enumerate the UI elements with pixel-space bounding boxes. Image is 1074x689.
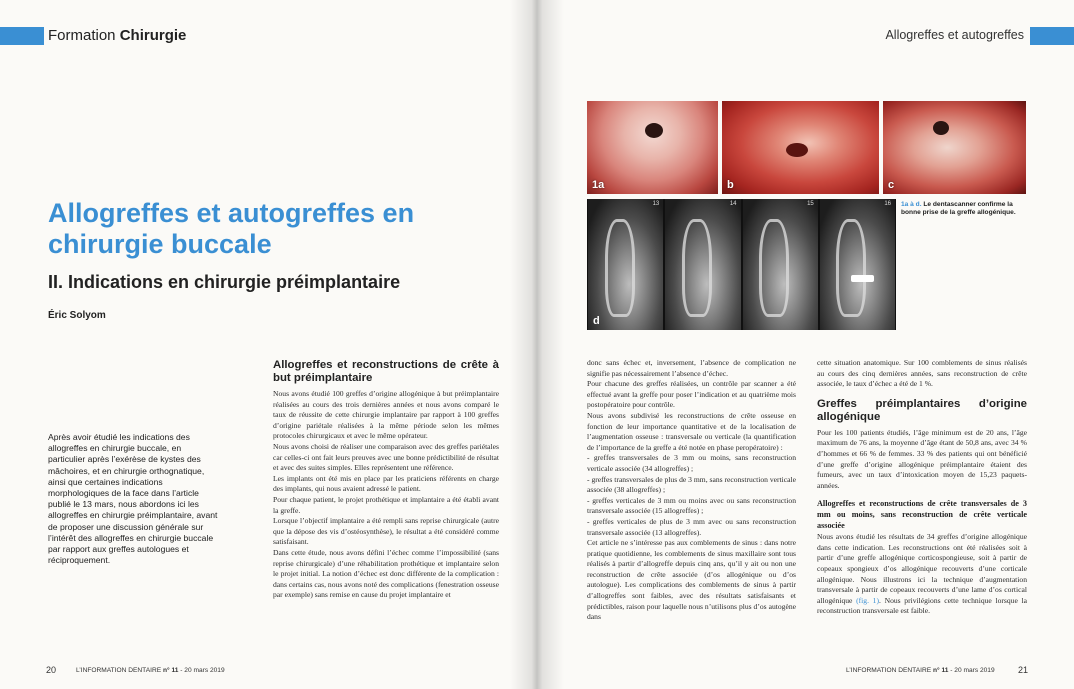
- column-heading: Allogreffes et reconstructions de crête à but préimplantaire: [273, 359, 499, 384]
- article-title: Allogreffes et autogreffes en chirurgie buccale: [48, 198, 415, 259]
- spacer: [817, 491, 1027, 499]
- list-item: - greffes verticales de 3 mm ou moins avec ou sans reconstruction transversale associée (15 allogreffes) ;: [587, 495, 796, 516]
- ct-scan-strip: [587, 199, 896, 330]
- page-number-right: 21: [1017, 665, 1028, 675]
- figure-caption: 1a à d. Le dentascanner confirme la bonne prise de la greffe allogénique.: [901, 201, 1016, 217]
- paragraph: Dans cette étude, nous avons défini l’échec comme l’impossibilité (sans reprise chirurgicale) d’une réhabilitation prothétique et implantaire selon le projet initial. La notion d’échec est donc différente de la complication : dans certains cas, nous avons noté des complications (fenestration osseuse par exemple) sans remise en cause du projet implantaire et: [273, 547, 499, 600]
- header-accent-bar-right: [1030, 27, 1074, 45]
- ct-slice: 16: [820, 199, 895, 330]
- spacer: [817, 390, 1027, 398]
- screw-hole: [645, 123, 663, 138]
- implant-marker: [851, 275, 874, 282]
- bone-outline: [836, 219, 866, 317]
- ct-slice: 15: [743, 199, 818, 330]
- clinical-photo-b: [722, 101, 879, 194]
- column-2: [587, 358, 796, 623]
- column-heading: Greffes préimplantaires d’origine allogénique: [817, 397, 1027, 423]
- ct-slice: 14: [665, 199, 740, 330]
- photo-label: d: [593, 315, 600, 327]
- footer-right: L’INFORMATION DENTAIRE n° 11 - 20 mars 2019: [846, 667, 995, 674]
- list-item: - greffes transversales de plus de 3 mm, sans reconstruction verticale associée (38 allogreffes) ;: [587, 474, 796, 495]
- paragraph: Les implants ont été mis en place par les praticiens référents en charge des implants, qui nous avaient adressé le patient.: [273, 473, 499, 494]
- author: Éric Solyom: [48, 310, 106, 321]
- subheading: Allogreffes et reconstructions de crête transversales de 3 mm ou moins, sans reconstruction de crête verticale associée: [817, 499, 1027, 530]
- paragraph: Pour les 100 patients étudiés, l’âge minimum est de 20 ans, l’âge maximum de 76 ans, la moyenne d’âge étant de 50,8 ans, avec 34 % d’hommes et 66 % de femmes. 33 % des patients qui ont bénéficié d’une greffe d’origine allogénique préimplantaire étaient des fumeurs, avec un taux d’intoxication moyen de 15,23 paquets-années.: [817, 427, 1027, 490]
- list-item: - greffes verticales de plus de 3 mm avec ou sans reconstruction transversale associée (13 allogreffes).: [587, 516, 796, 537]
- paragraph: Nous avons étudié les résultats de 34 greffes d’origine allogénique dans cette indication. Les reconstructions ont été réalisées soit à partir d’une greffe allogénique corticospongieuse, soit à partir de copeaux spongieux d’os allogénique recouverts d’une corticale allogénique. Nous illustrons ici la technique d’augmentation transversale à partir de copeaux recouverts d’une lame d’os cortical allogénique (fig. 1). Nous privilégions cette technique lorsque la reconstruction transversale est faible.: [817, 532, 1027, 616]
- article-subtitle: II. Indications en chirurgie préimplantaire: [48, 272, 401, 292]
- bone-outline: [605, 219, 635, 317]
- photo-label: b: [727, 179, 734, 191]
- bone-outline: [759, 219, 789, 317]
- bone-outline: [682, 219, 712, 317]
- intro-paragraph: Après avoir étudié les indications des allogreffes en chirurgie buccale, en particulier après l’exérèse de kystes des mâchoires, et en chirurgie orthognatique, ainsi que certaines indications morphologiques de la face dans l’article publié le 13 mars, nous abordons ici les allogreffes en chirurgie préimplantaire, avant de proposer une discussion générale sur l’intérêt des allogreffes en chirurgie buccale par rapport aux greffes autologues et réciproquement.: [48, 432, 218, 566]
- paragraph: Nous avons subdivisé les reconstructions de crête osseuse en fonction de leur importance quantitative et de la localisation de l’augmentation osseuse : transversale ou verticale (la quantification de l’importance de la greffe a été notée en phase peropératoire) :: [587, 410, 796, 452]
- section-header-right: Allogreffes et autogreffes: [885, 28, 1024, 42]
- section-header: Formation Chirurgie: [48, 27, 187, 44]
- figure-reference-link[interactable]: (fig. 1): [856, 595, 879, 605]
- clinical-photo-c: [883, 101, 1026, 194]
- graft-site: [786, 143, 808, 157]
- screw-hole: [933, 121, 949, 135]
- column-1: [273, 359, 499, 601]
- column-3: [817, 358, 1027, 617]
- paragraph: cette situation anatomique. Sur 100 comblements de sinus réalisés au cours des cinq dernières années, sans reconstruction de crête associée, le taux d’échec a été de 1 %.: [817, 358, 1027, 389]
- paragraph: Nous avons choisi de réaliser une comparaison avec des greffes pariétales car celles-ci ont fait leurs preuves avec une bonne prédictibilité de résultat et avec des suites simples. Elles représentent une référence.: [273, 441, 499, 473]
- paragraph: Pour chaque patient, le projet prothétique et implantaire a été établi avant la greffe.: [273, 494, 499, 515]
- paragraph: Lorsque l’objectif implantaire a été rempli sans reprise chirurgicale (autre que la dépose des vis d’ostéosynthèse), le résultat a été considéré comme satisfaisant.: [273, 516, 499, 547]
- page-number-left: 20: [46, 665, 57, 675]
- footer-left: L’INFORMATION DENTAIRE n° 11 - 20 mars 2019: [76, 667, 225, 674]
- photo-label: c: [888, 179, 895, 191]
- clinical-photo-a: [587, 101, 718, 194]
- paragraph: Pour chacune des greffes réalisées, un contrôle par scanner a été effectué avant la greffe pour poser l’indication et au quatrième mois postopératoire pour contrôle.: [587, 379, 796, 410]
- photo-label: 1a: [592, 179, 605, 191]
- list-item: - greffes transversales de 3 mm ou moins, sans reconstruction verticale associée (34 allogreffes) ;: [587, 453, 796, 473]
- paragraph: Nous avons étudié 100 greffes d’origine allogénique à but préimplantaire réalisées au cours des trois dernières années et nous avons comparé le taux de réussite de cette chirurgie implantaire par rapport à 100 greffes d’origine pariétale réalisées à la même période selon les mêmes protocoles chirurgicaux et avec le même opérateur.: [273, 389, 499, 441]
- paragraph: donc sans échec et, inversement, l’absence de complication ne signifie pas nécessairement l’absence d’échec.: [587, 358, 796, 378]
- paragraph: Cet article ne s’intéresse pas aux comblements de sinus : dans notre pratique quotidienne, les comblements de sinus maxillaire sont tous réalisés à partir d’allogreffe depuis cinq ans, qu’il y ait ou non une reconstruction de crête associée (d’os allogénique ou d’os autologue). Les complications des comblements de sinus à partir d’allogreffes sont faibles, avec des résultats satisfaisants et prédictibles, raison pour laquelle nous n’utilisons plus d’os autogène dans: [587, 538, 796, 622]
- header-accent-bar: [0, 27, 44, 45]
- ct-slice: 13: [588, 199, 663, 330]
